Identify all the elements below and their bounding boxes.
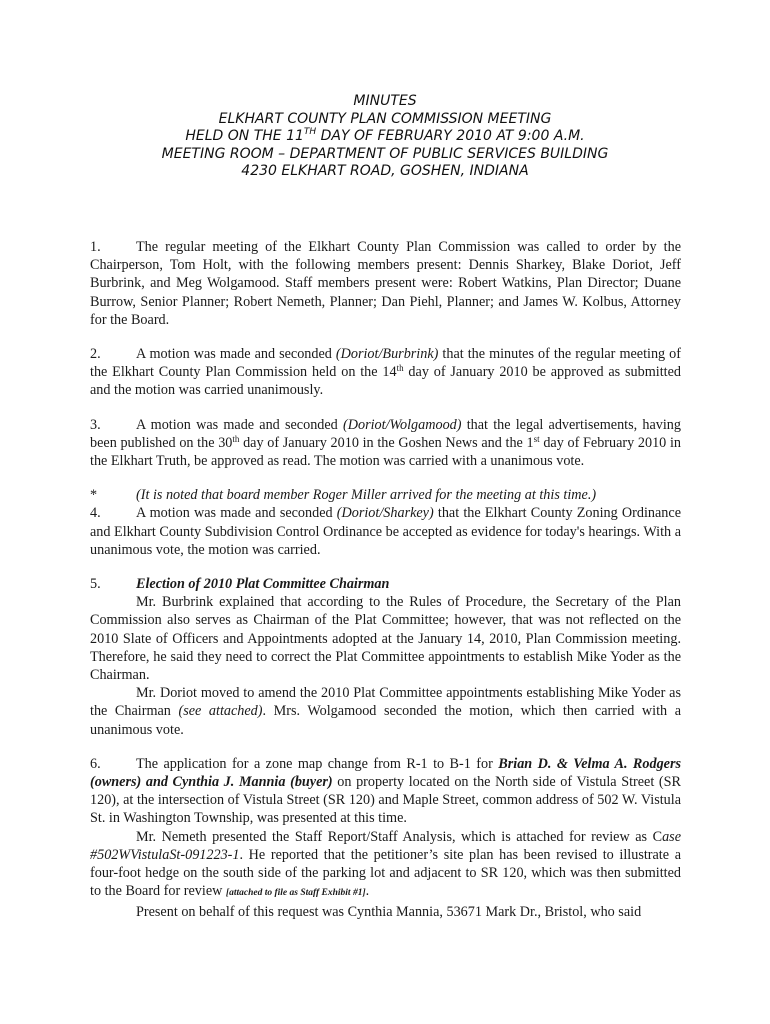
item-6 xyxy=(90,755,681,921)
item-5-heading-line: 5. Election of 2010 Plat Committee Chairman xyxy=(90,576,390,593)
item-5-paragraph-2: Mr. Doriot moved to amend the 2010 Plat Committee appointments establishing Mike Yoder as the Chairman (see attached). Mrs. Wolgamood seconded the motion, which then carried with a unanimous vote. xyxy=(90,685,682,738)
item-1: 1. The regular meeting of the Elkhart County Plan Commission was called to order by the Chairperson, Tom Holt, with the following members present: Dennis Sharkey, Blake Doriot, Jeff Burbrink, and Meg Wolgamood. Staff members present were: Robert Watkins, Plan Director; Duane Burrow, Senior Planner; Robert Nemeth, Planner; Dan Piehl, Planner; and James W. Kolbus, Attorney for the Board. xyxy=(90,239,681,328)
item-3: 3. A motion was made and seconded (Doriot/Wolgamood) that the legal advertisements, having been published on the 30th day of January 2010 in the Goshen News and the 1st day of February 2010 in the Elkhart Truth, be approved as read. The motion was carried with a unanimous vote. xyxy=(90,416,681,470)
arrival-note: * (It is noted that board member Roger Miller arrived for the meeting at this time.) xyxy=(90,487,597,504)
item-4: 4. A motion was made and seconded (Doriot/Sharkey) that the Elkhart County Zoning Ordinance and Elkhart County Subdivision Control Ordinance be accepted as evidence for today's hearings. With a unanimous vote, the motion was carried. xyxy=(90,505,681,558)
minutes-body xyxy=(90,238,681,937)
header-meeting-name: ELKHART COUNTY PLAN COMMISSION MEETING xyxy=(218,110,552,127)
header-address: 4230 ELKHART ROAD, GOSHEN, INDIANA xyxy=(241,163,529,179)
item-6-paragraph-1: Mr. Nemeth presented the Staff Report/Staff Analysis, which is attached for review as Case #502WVistulaSt-091223-1. He reported that the petitioner’s site plan has been revised to illustrate a four-foot hedge on the south side of the parking lot and adjacent to SR 120, which was then submitted to the Board for review [attached to file as Staff Exhibit #1]. xyxy=(90,828,681,900)
item-5 xyxy=(90,575,681,739)
item-5-paragraph-1: Mr. Burbrink explained that according to the Rules of Procedure, the Secretary of the Plan Commission also serves as Chairman of the Plat Committee; however, that was not reflected on the 2010 Slate of Officers and Appointments adopted at the January 14, 2010, Plan Commission meeting. Therefore, he said they need to correct the Plat Committee appointments to establish Mike Yoder as the Chairman. xyxy=(90,594,681,684)
header-title: MINUTES xyxy=(353,93,417,109)
header-date-line: HELD ON THE 11TH DAY OF FEBRUARY 2010 AT 9:00 A.M. xyxy=(185,127,585,144)
header-location: MEETING ROOM – DEPARTMENT OF PUBLIC SERVICES BUILDING xyxy=(161,145,609,162)
item-6-paragraph-2: Present on behalf of this request was Cynthia Mannia, 53671 Mark Dr., Bristol, who said xyxy=(136,903,642,920)
item-2: 2. A motion was made and seconded (Doriot/Burbrink) that the minutes of the regular meeting of the Elkhart County Plan Commission held on the 14th day of January 2010 be approved as submitted and the motion was carried unanimously. xyxy=(90,346,681,399)
item-6-intro: 6. The application for a zone map change from R-1 to B-1 for Brian D. & Velma A. Rodgers (owners) and Cynthia J. Mannia (buyer) on property located on the North side of Vistula Street (SR 120), at the intersection of Vistula Street (SR 120) and Maple Street, common address of 502 W. Vistula St. in Washington Township, was presented at this time. xyxy=(90,755,682,827)
minutes-header xyxy=(0,93,770,181)
